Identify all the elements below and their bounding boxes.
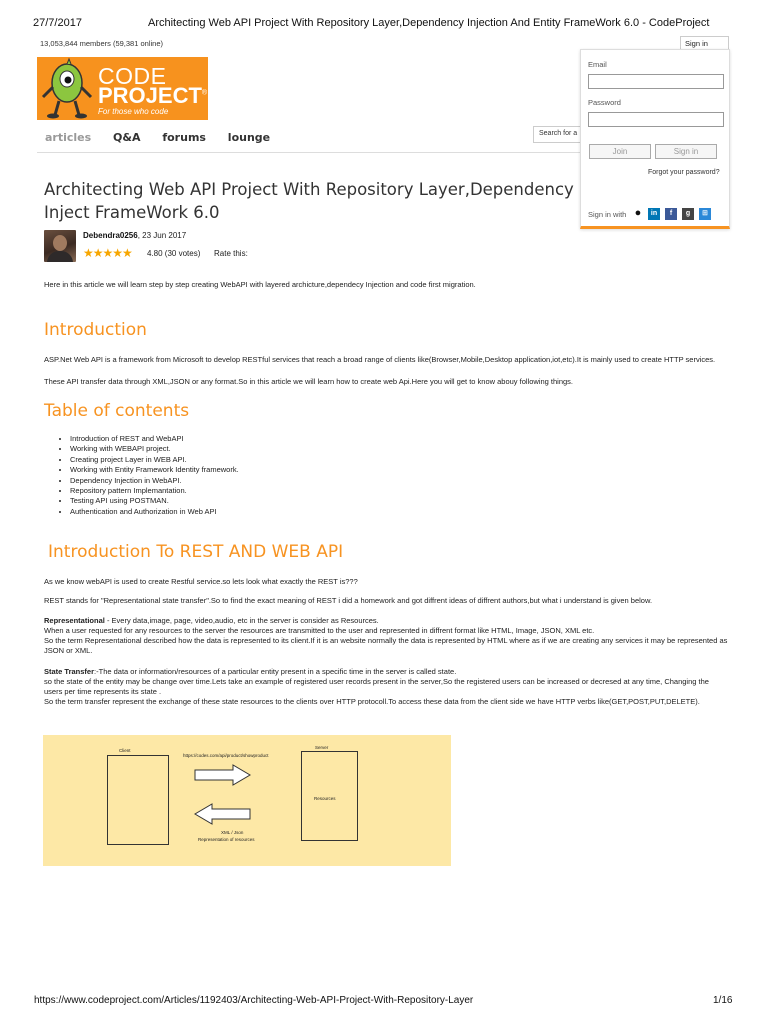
signin-tab[interactable]: Sign in bbox=[680, 36, 729, 50]
main-nav bbox=[45, 131, 288, 144]
intro-paragraph-2: These API transfer data through XML,JSON or any format.So in this article we will learn how to create web Api.Here you will get to know abouy following things. bbox=[44, 377, 574, 386]
toc-item[interactable]: • Working with Entity Framework Identity framework. bbox=[70, 465, 239, 475]
github-icon[interactable]: ● bbox=[634, 207, 642, 219]
state-transfer-term: State Transfer bbox=[44, 667, 95, 676]
print-date: 27/7/2017 bbox=[33, 17, 82, 29]
article-title: Architecting Web API Project With Repository Layer,Dependency Inject FrameWork 6.0 bbox=[44, 180, 574, 222]
signin-popup bbox=[580, 49, 730, 229]
nav-articles[interactable]: articles bbox=[45, 131, 92, 144]
rest-heading: Introduction To REST AND WEB API bbox=[48, 542, 344, 562]
toc-item[interactable]: • Testing API using POSTMAN. bbox=[70, 496, 239, 506]
codeproject-logo[interactable] bbox=[37, 57, 208, 120]
diagram-client-label: Client bbox=[119, 748, 131, 753]
diagram-resources-label: Resources bbox=[314, 796, 336, 801]
intro-heading: Introduction bbox=[44, 320, 147, 340]
email-label: Email bbox=[588, 60, 607, 69]
password-field[interactable] bbox=[588, 112, 724, 127]
rating-value: 4.80 (30 votes) bbox=[147, 249, 201, 258]
intro-paragraph-1: ASP.Net Web API is a framework from Microsoft to develop RESTful services that reach a broad range of clients like(Browser,Mobile,Desktop application,iot,etc).It is mainly used to create HTTP services. bbox=[44, 355, 716, 364]
nav-lounge[interactable]: lounge bbox=[227, 131, 271, 144]
diagram-client-box bbox=[107, 755, 169, 845]
print-page-number: 1/16 bbox=[713, 995, 733, 1006]
search-input[interactable]: Search for a bbox=[533, 126, 583, 143]
toc-item[interactable]: • Introduction of REST and WebAPI bbox=[70, 434, 239, 444]
nav-forums[interactable]: forums bbox=[162, 131, 206, 144]
logo-project-text: PROJECT® bbox=[98, 83, 208, 108]
author-avatar[interactable] bbox=[44, 230, 76, 262]
state-transfer-paragraph: State Transfer:-The data or information/resources of a particular entity present in a specific time in the server is called state. so the state of the entity may be change over time.Lets take an example of registered user records present in the server,So the registered users can be increased or decresed at any time, Changing the users per time represents its state . So the term transfer represent the exchange of these state resources to the clients over HTTP protocoll.To access these data from the client side we have HTTP verbs like(GET,POST,PUT,DELETE). bbox=[44, 667, 709, 706]
representational-paragraph: Representational - Every data,image, page, video,audio, etc in the server is consider as Resources. When a user requested for any resources to the server the resources are transmitted to the user and represented in diffrent format like HTML, Image, JSON, XML etc. So the term Representational described how the data is represented to its client.If it is an website normally the data is represented by HTML where as if we are creating any services it may be represented as JSON or XML. bbox=[44, 616, 728, 655]
toc-list bbox=[58, 434, 239, 517]
diagram-response-format: XML / Json bbox=[221, 830, 244, 835]
logo-tagline: For those who code bbox=[98, 107, 169, 116]
print-footer-url: https://www.codeproject.com/Articles/1192403/Architecting-Web-API-Project-With-Repository-Layer bbox=[34, 995, 474, 1006]
signin-button[interactable]: Sign in bbox=[655, 144, 717, 159]
rest-paragraph-1: As we know webAPI is used to create Restful service.so lets look what exactly the REST is??? bbox=[44, 577, 358, 586]
left-arrow-icon bbox=[193, 802, 253, 826]
author-name[interactable]: Debendra0256 bbox=[83, 231, 138, 240]
join-button[interactable]: Join bbox=[589, 144, 651, 159]
nav-qa[interactable]: Q&A bbox=[113, 131, 141, 144]
linkedin-icon[interactable]: in bbox=[648, 208, 660, 220]
facebook-icon[interactable]: f bbox=[665, 208, 677, 220]
rest-diagram bbox=[43, 735, 451, 866]
right-arrow-icon bbox=[193, 763, 253, 787]
bob-mascot-icon bbox=[37, 57, 97, 120]
author-line bbox=[83, 231, 186, 240]
sign-in-with-label: Sign in with bbox=[588, 210, 627, 219]
rating-stars-icon: ★★★★★ bbox=[83, 246, 132, 260]
email-field[interactable] bbox=[588, 74, 724, 89]
diagram-response-caption: Representation of resources bbox=[198, 837, 255, 842]
publish-date: , 23 Jun 2017 bbox=[137, 231, 187, 240]
toc-heading: Table of contents bbox=[44, 401, 190, 421]
googleplus-icon[interactable]: g bbox=[682, 208, 694, 220]
toc-item[interactable]: • Creating project Layer in WEB API. bbox=[70, 455, 239, 465]
toc-item[interactable]: • Repository pattern Implemantation. bbox=[70, 486, 239, 496]
nav-divider bbox=[37, 152, 582, 153]
rate-this-label: Rate this: bbox=[214, 249, 248, 258]
toc-item[interactable]: • Dependency Injection in WebAPI. bbox=[70, 476, 239, 486]
toc-item[interactable]: • Working with WEBAPI project. bbox=[70, 444, 239, 454]
diagram-server-label: Server bbox=[315, 745, 329, 750]
representational-term: Representational bbox=[44, 616, 105, 625]
windows-icon[interactable]: ⊞ bbox=[699, 208, 711, 220]
password-label: Password bbox=[588, 98, 621, 107]
toc-item[interactable]: • Authentication and Authorization in Web API bbox=[70, 507, 239, 517]
logo-code-text: CODE bbox=[98, 63, 167, 89]
forgot-password-link[interactable]: Forgot your password? bbox=[648, 169, 720, 176]
article-summary: Here in this article we will learn step by step creating WebAPI with layered archicture,dependecy Injection and code first migration. bbox=[44, 280, 476, 289]
diagram-request-url: https://codes.com/api/product/showproduct bbox=[183, 753, 269, 758]
rest-paragraph-2: REST stands for "Representational state transfer".So to find the exact meaning of REST i did a homework and got diffrent ideas of diffrent authors,but what i understand is given below. bbox=[44, 596, 653, 605]
member-count: 13,053,844 members (59,381 online) bbox=[40, 39, 163, 48]
print-title: Architecting Web API Project With Repository Layer,Dependency Injection And Entity FrameWork 6.0 - CodeProject bbox=[148, 17, 710, 29]
